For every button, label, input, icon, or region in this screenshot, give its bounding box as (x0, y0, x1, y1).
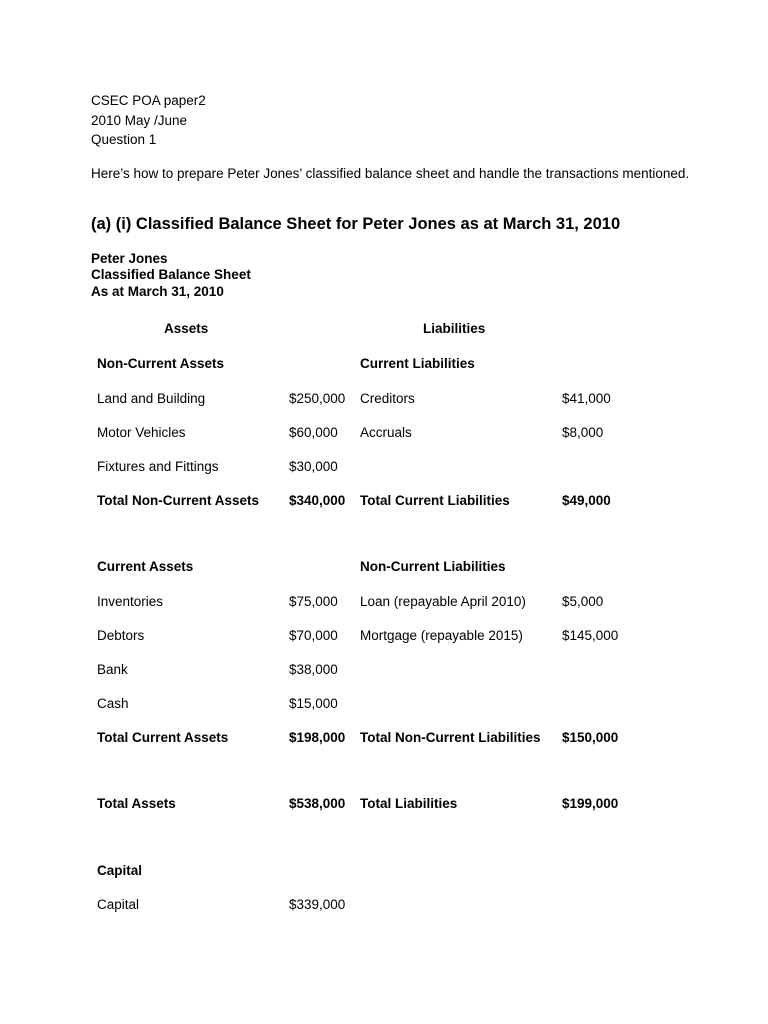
fixtures-fittings-value: $30,000 (289, 459, 338, 474)
question-number: Question 1 (91, 132, 157, 147)
capital-header: Capital (97, 863, 143, 878)
current-assets-header: Current Assets (97, 559, 194, 574)
inventories-label: Inventories (97, 594, 164, 609)
inventories-value: $75,000 (289, 594, 338, 609)
loan-value: $5,000 (562, 594, 604, 609)
assets-column-header: Assets (164, 321, 209, 336)
section-heading: (a) (i) Classified Balance Sheet for Peter Jones as at March 31, 2010 (91, 215, 621, 233)
mortgage-value: $145,000 (562, 628, 619, 643)
capital-value: $339,000 (289, 897, 346, 912)
total-liabilities-label: Total Liabilities (360, 796, 458, 811)
total-non-current-assets-value: $340,000 (289, 493, 346, 508)
creditors-label: Creditors (360, 391, 415, 406)
exam-name: CSEC POA paper2 (91, 93, 206, 108)
motor-vehicles-value: $60,000 (289, 425, 338, 440)
capital-label: Capital (97, 897, 140, 912)
total-non-current-liabilities-value: $150,000 (562, 730, 619, 745)
total-current-liabilities-value: $49,000 (562, 493, 611, 508)
total-non-current-liabilities-label: Total Non-Current Liabilities (360, 730, 541, 745)
bank-label: Bank (97, 662, 128, 677)
total-current-assets-value: $198,000 (289, 730, 346, 745)
accruals-label: Accruals (360, 425, 412, 440)
bank-value: $38,000 (289, 662, 338, 677)
liabilities-column-header: Liabilities (423, 321, 486, 336)
land-building-value: $250,000 (289, 391, 346, 406)
total-non-current-assets-label: Total Non-Current Assets (97, 493, 260, 508)
creditors-value: $41,000 (562, 391, 611, 406)
business-name: Peter Jones (91, 251, 168, 266)
total-liabilities-value: $199,000 (562, 796, 619, 811)
cash-value: $15,000 (289, 696, 338, 711)
non-current-assets-header: Non-Current Assets (97, 356, 225, 371)
statement-date: As at March 31, 2010 (91, 284, 224, 299)
loan-label: Loan (repayable April 2010) (360, 594, 526, 609)
current-liabilities-header: Current Liabilities (360, 356, 475, 371)
total-current-assets-label: Total Current Assets (97, 730, 229, 745)
exam-session: 2010 May /June (91, 113, 188, 128)
cash-label: Cash (97, 696, 129, 711)
debtors-label: Debtors (97, 628, 145, 643)
mortgage-label: Mortgage (repayable 2015) (360, 628, 523, 643)
accruals-value: $8,000 (562, 425, 604, 440)
total-assets-label: Total Assets (97, 796, 176, 811)
total-assets-value: $538,000 (289, 796, 346, 811)
land-building-label: Land and Building (97, 391, 206, 406)
fixtures-fittings-label: Fixtures and Fittings (97, 459, 219, 474)
statement-name: Classified Balance Sheet (91, 267, 251, 282)
total-current-liabilities-label: Total Current Liabilities (360, 493, 510, 508)
motor-vehicles-label: Motor Vehicles (97, 425, 186, 440)
debtors-value: $70,000 (289, 628, 338, 643)
intro-paragraph: Here’s how to prepare Peter Jones’ classified balance sheet and handle the transactions mentioned. (91, 166, 690, 181)
non-current-liabilities-header: Non-Current Liabilities (360, 559, 506, 574)
